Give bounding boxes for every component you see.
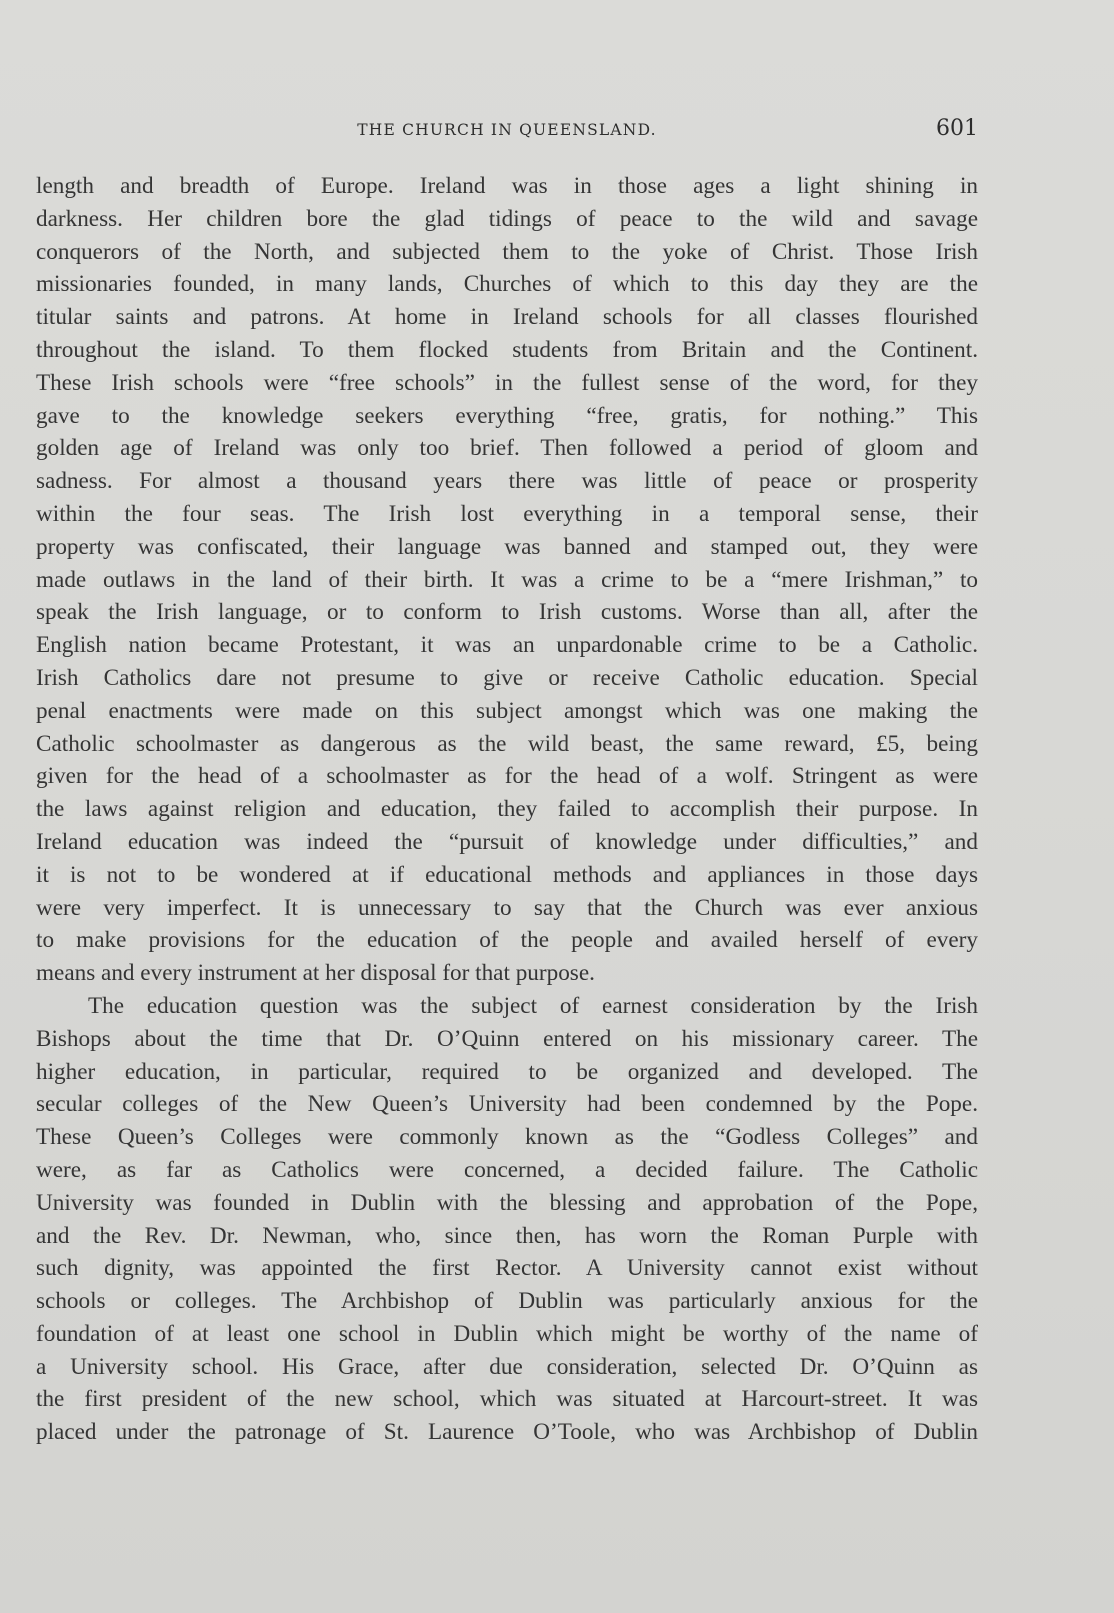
text-line: such dignity, was appointed the first Rector. A University cannot exist without — [36, 1255, 978, 1282]
text-line: foundation of at least one school in Dublin which might be worthy of the name of — [36, 1320, 978, 1347]
body-text — [36, 170, 978, 1449]
text-line: Irish Catholics dare not presume to give or receive Catholic education. Special — [36, 664, 978, 691]
text-line: length and breadth of Europe. Ireland was in those ages a light shining in — [36, 173, 978, 199]
text-line: sadness. For almost a thousand years there was little of peace or prosperity — [36, 468, 978, 495]
text-line: were, as far as Catholics were concerned, a decided failure. The Catholic — [36, 1156, 978, 1183]
text-line: and the Rev. Dr. Newman, who, since then, has worn the Roman Purple with — [36, 1222, 978, 1249]
text-line: to make provisions for the education of the people and availed herself of every — [36, 927, 978, 954]
text-line: the laws against religion and education, they failed to accomplish their purpose. In — [36, 796, 978, 823]
text-line: speak the Irish language, or to conform to Irish customs. Worse than all, after the — [36, 599, 978, 626]
text-line: property was confiscated, their language was banned and stamped out, they were — [36, 533, 978, 560]
text-line: darkness. Her children bore the glad tidings of peace to the wild and savage — [36, 205, 978, 232]
text-line: were very imperfect. It is unnecessary to say that the Church was ever anxious — [36, 894, 978, 921]
paragraph — [36, 170, 978, 990]
text-line: golden age of Ireland was only too brief. Then followed a period of gloom and — [36, 435, 978, 462]
paragraph — [36, 990, 978, 1449]
text-line: conquerors of the North, and subjected them to the yoke of Christ. Those Irish — [36, 238, 978, 265]
text-line: These Irish schools were “free schools” in the fullest sense of the word, for they — [36, 369, 978, 396]
running-head — [36, 116, 978, 146]
text-line: These Queen’s Colleges were commonly known as the “Godless Colleges” and — [36, 1124, 978, 1151]
text-line: Catholic schoolmaster as dangerous as the wild beast, the same reward, £5, being — [36, 730, 978, 757]
text-line: means and every instrument at her disposal for that purpose. — [36, 960, 595, 987]
text-line: penal enactments were made on this subject amongst which was one making the — [36, 697, 978, 724]
text-line: University was founded in Dublin with the blessing and approbation of the Pope, — [36, 1189, 978, 1216]
text-line: Ireland education was indeed the “pursuit of knowledge under difficulties,” and — [36, 828, 978, 855]
text-line: The education question was the subject of earnest consideration by the Irish — [88, 992, 978, 1019]
text-line: Bishops about the time that Dr. O’Quinn entered on his missionary career. The — [36, 1025, 978, 1052]
text-line: titular saints and patrons. At home in Ireland schools for all classes flourished — [36, 304, 978, 331]
text-line: secular colleges of the New Queen’s University had been condemned by the Pope. — [36, 1091, 978, 1118]
text-line: within the four seas. The Irish lost everything in a temporal sense, their — [36, 500, 978, 527]
text-line: higher education, in particular, required to be organized and developed. The — [36, 1058, 978, 1085]
text-line: the first president of the new school, which was situated at Harcourt-street. It was — [36, 1386, 978, 1413]
text-line: schools or colleges. The Archbishop of Dublin was particularly anxious for the — [36, 1288, 978, 1315]
page-number: 601 — [936, 116, 978, 141]
text-line: gave to the knowledge seekers everything “free, gratis, for nothing.” This — [36, 402, 978, 429]
text-line: given for the head of a schoolmaster as for the head of a wolf. Stringent as were — [36, 763, 978, 790]
running-title: THE CHURCH IN QUEENSLAND. — [357, 121, 657, 139]
text-line: missionaries founded, in many lands, Churches of which to this day they are the — [36, 271, 978, 298]
text-line: throughout the island. To them flocked students from Britain and the Continent. — [36, 336, 978, 363]
text-line: it is not to be wondered at if educational methods and appliances in those days — [36, 861, 978, 888]
text-line: a University school. His Grace, after due consideration, selected Dr. O’Quinn as — [36, 1353, 978, 1380]
text-line: placed under the patronage of St. Laurence O’Toole, who was Archbishop of Dublin — [36, 1419, 978, 1446]
text-line: English nation became Protestant, it was an unpardonable crime to be a Catholic. — [36, 632, 978, 659]
text-line: made outlaws in the land of their birth. It was a crime to be a “mere Irishman,” to — [36, 566, 978, 593]
